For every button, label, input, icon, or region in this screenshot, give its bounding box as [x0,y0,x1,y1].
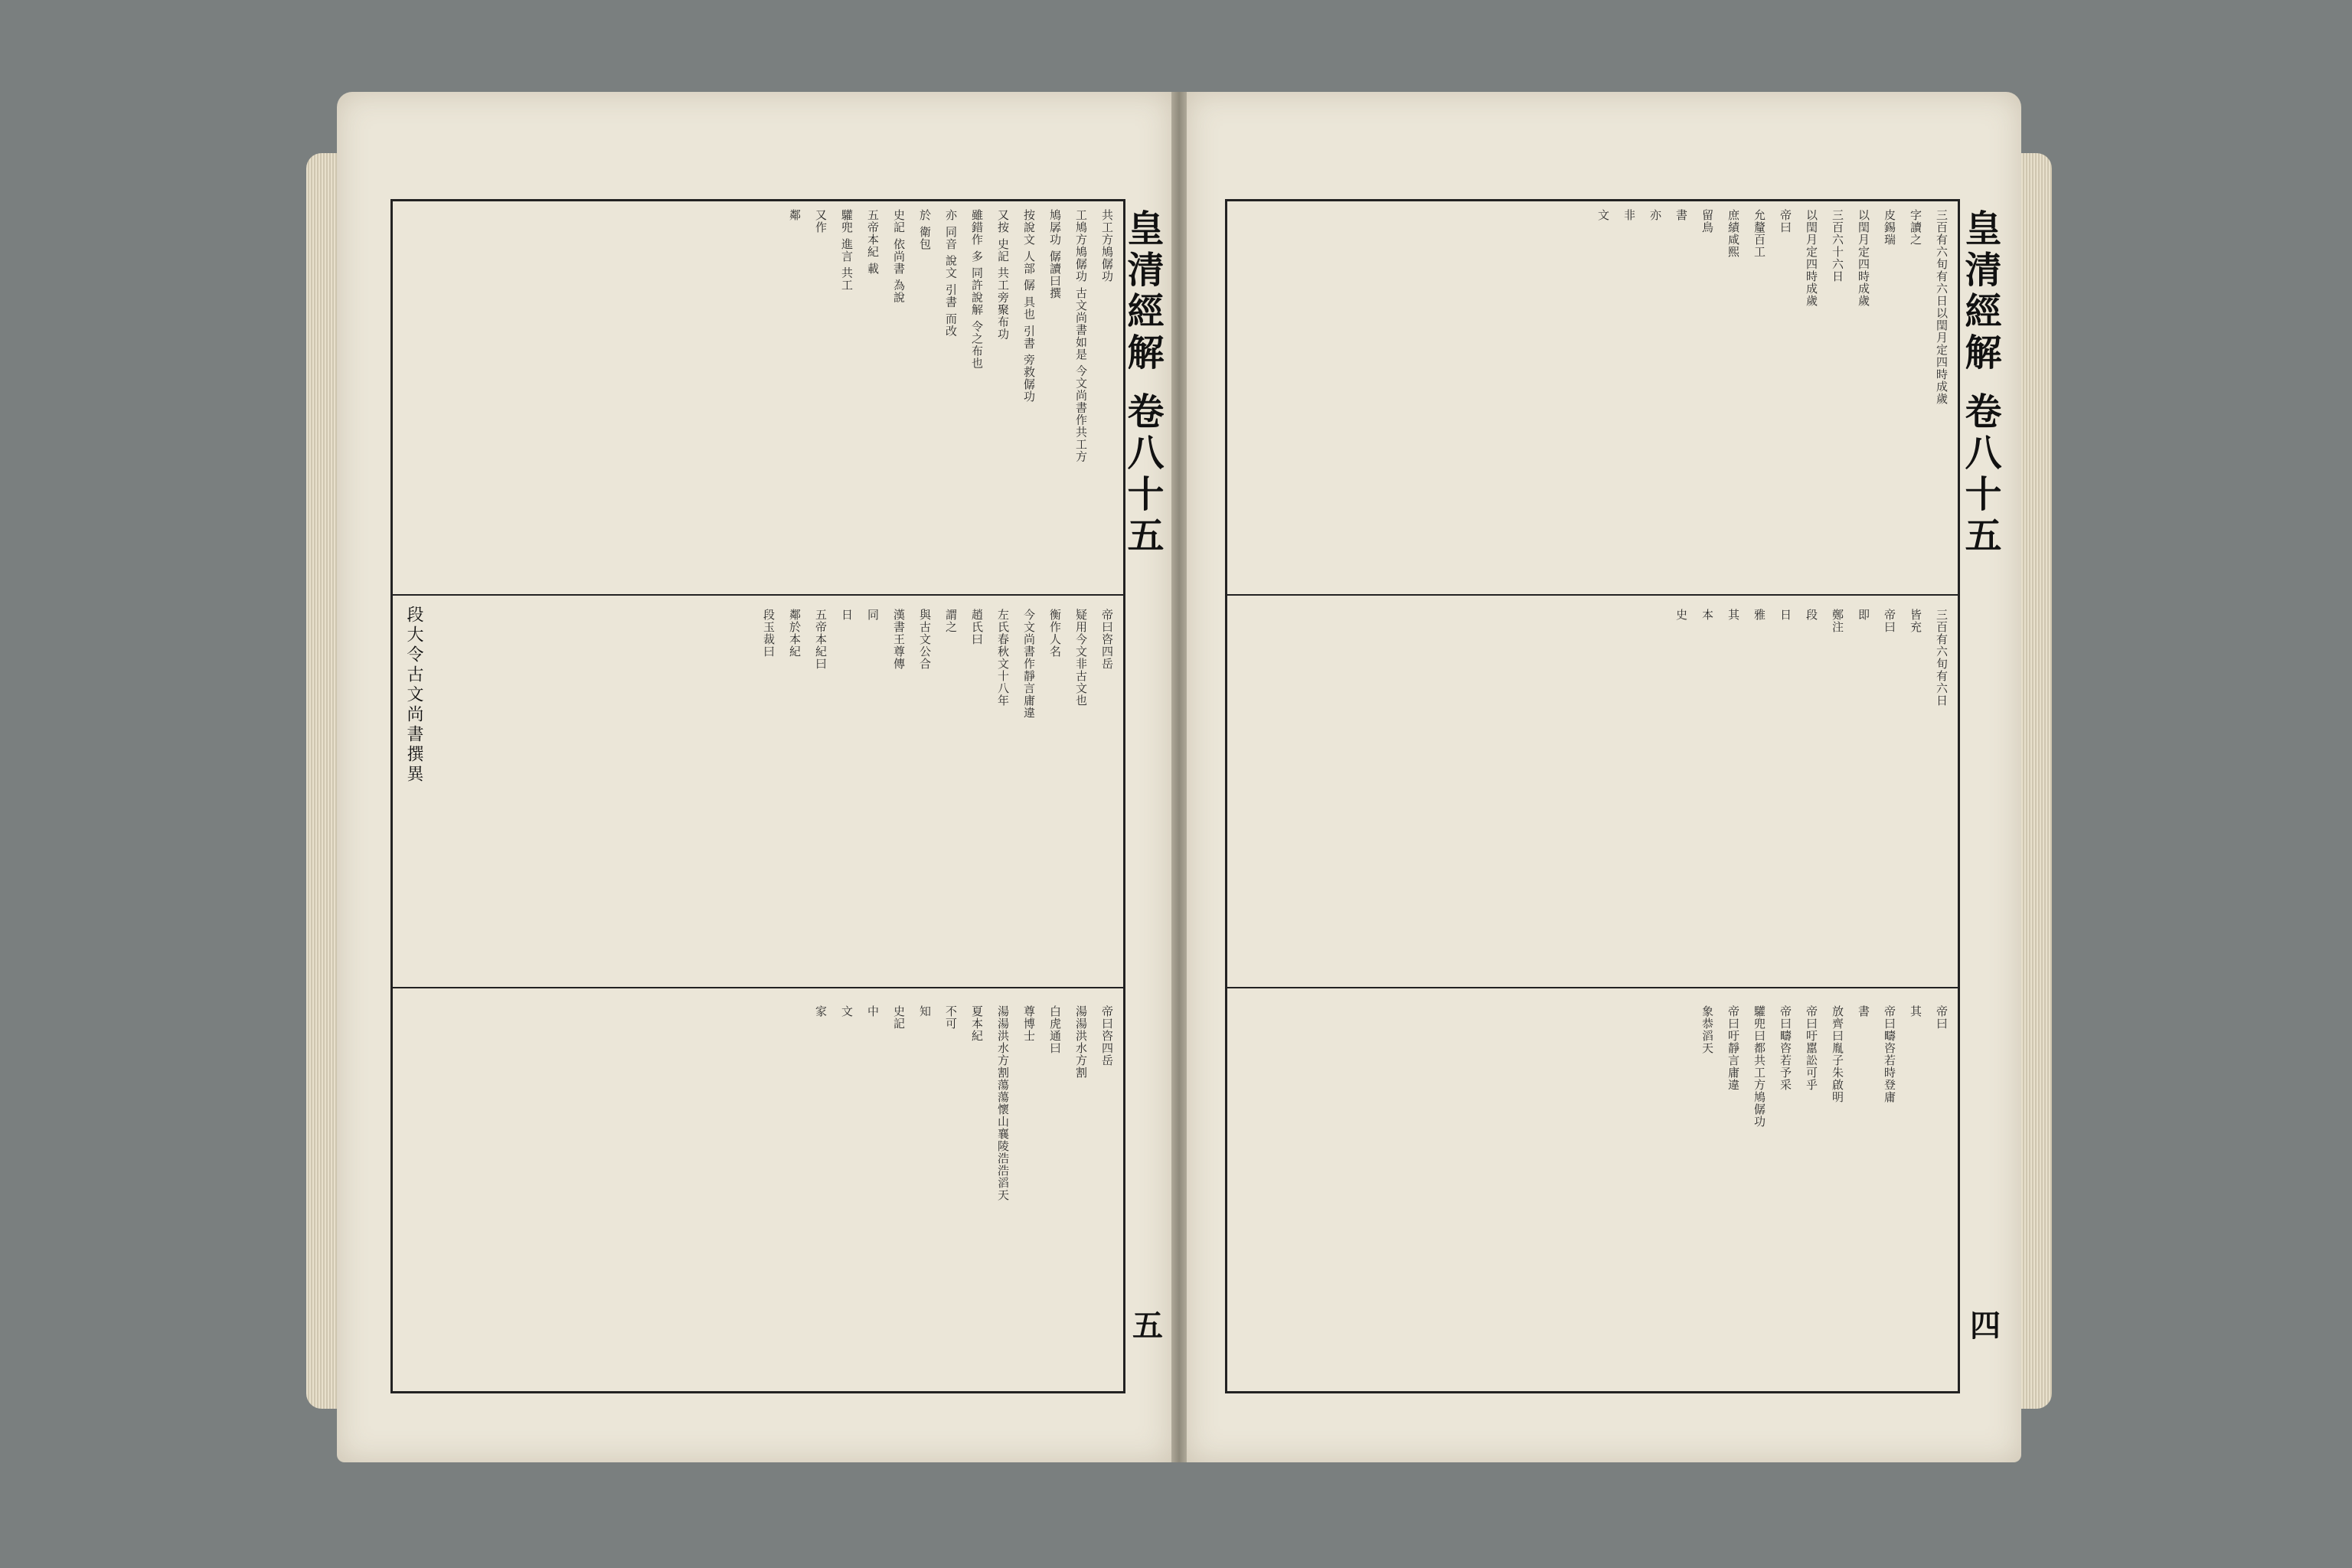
text-column: 雖錯作 多 同許說解 令之布也 [970,209,984,370]
text-column: 文 [840,1005,854,1018]
section-caption: 段大令古文尚書撰異 [404,606,423,786]
open-book [306,92,2052,1478]
text-column: 鄭注 [1831,609,1844,633]
text-column: 放齊曰胤子朱啟明 [1831,1005,1844,1103]
text-column: 三百有六旬有六日以閏月定四時成歲 [1935,209,1949,405]
text-column: 段玉裁曰 [762,609,776,658]
text-column: 謂之 [944,609,958,633]
band-divider [1227,594,1958,596]
text-column: 又按 史記 共工旁聚布功 [996,209,1010,341]
text-column: 夏本紀 [970,1005,984,1042]
text-column: 史記 [892,1005,906,1030]
text-column: 中 [866,1005,880,1018]
text-column: 即 [1857,609,1870,621]
running-title-left: 皇清經解 卷八十五 [1121,209,1164,557]
right-bottom-columns [1235,1005,1950,1373]
text-column: 不可 [944,1005,958,1030]
text-column: 亦 [1648,209,1662,221]
text-column: 衡作人名 [1048,609,1062,658]
left-text-frame [390,199,1164,1393]
text-column: 史記 依尚書 為說 [892,209,906,304]
text-column: 皆充 [1909,609,1922,633]
text-column: 湯湯洪水方割 [1074,1005,1088,1079]
right-top-columns [1235,209,1950,577]
right-middle-columns [1235,609,1950,976]
folio-right: 四 [1970,1308,2001,1344]
text-column: 其 [1909,1005,1922,1018]
text-column: 又作 [814,209,828,234]
text-column: 三百六十六日 [1831,209,1844,283]
text-column: 與古文公合 [918,609,932,670]
text-column: 湯湯洪水方割蕩蕩懷山襄陵浩浩滔天 [996,1005,1010,1201]
text-column: 同 [866,609,880,621]
text-column: 書 [1857,1005,1870,1018]
text-column: 於 衛包 [918,209,932,250]
text-column: 允釐百工 [1753,209,1766,258]
text-column: 帝曰咨四岳 [1100,1005,1114,1067]
text-column: 白虎通曰 [1048,1005,1062,1054]
text-column: 字讀之 [1909,209,1922,246]
text-column: 其 [1726,609,1740,621]
text-column: 按說文 人部 僝 具也 引書 旁救僝功 [1022,209,1036,403]
text-column: 五帝本紀 載 [866,209,880,275]
text-column: 庶績咸熙 [1726,209,1740,258]
text-column: 三百有六旬有六日 [1935,609,1949,707]
text-column: 史 [1674,609,1688,621]
text-column: 帝曰 [1935,1005,1949,1030]
text-column: 以閏月定四時成歲 [1857,209,1870,307]
band-divider [1227,987,1958,988]
text-column: 皮錫瑞 [1883,209,1896,246]
text-column: 本 [1700,609,1714,621]
text-column: 鄰 [788,209,802,221]
text-column: 日 [840,609,854,621]
text-column: 驩兜 進言 共工 [840,209,854,292]
text-column: 帝曰 [1779,209,1792,234]
text-column: 帝曰疇咨若時登庸 [1883,1005,1896,1103]
text-column: 共工方鳩僝功 [1100,209,1114,283]
text-column: 帝曰吁靜言庸違 [1726,1005,1740,1091]
running-title-right: 皇清經解 卷八十五 [1958,209,2001,557]
text-column: 書 [1674,209,1688,221]
left-page [337,92,1171,1462]
text-column: 鄰於本紀 [788,609,802,658]
text-column: 工鳩方鳩僝功 古文尚書如是 今文尚書作共工方 [1074,209,1088,463]
text-column: 帝曰咨四岳 [1100,609,1114,670]
text-column: 鳩孱功 僝讀曰撰 [1048,209,1062,299]
left-bottom-columns [431,1005,1116,1373]
text-column: 家 [814,1005,828,1018]
left-middle-columns [431,609,1116,976]
text-column: 非 [1622,209,1636,221]
band-divider [393,987,1123,988]
text-column: 左氏春秋文十八年 [996,609,1010,707]
text-column: 帝曰 [1883,609,1896,633]
text-column: 今文尚書作靜言庸違 [1022,609,1036,719]
text-column: 段 [1805,609,1818,621]
text-column: 文 [1596,209,1610,221]
text-column: 疑用今文非古文也 [1074,609,1088,707]
text-column: 趙氏曰 [970,609,984,645]
text-column: 帝曰疇咨若予采 [1779,1005,1792,1091]
text-column: 以閏月定四時成歲 [1805,209,1818,307]
band-divider [393,594,1123,596]
folio-left: 五 [1132,1308,1163,1344]
text-column: 漢書王尊傳 [892,609,906,670]
text-column: 日 [1779,609,1792,621]
text-column: 亦 同音 說文 引書 而改 [944,209,958,338]
text-column: 象恭滔天 [1700,1005,1714,1054]
text-column: 五帝本紀曰 [814,609,828,670]
text-column: 留鳥 [1700,209,1714,234]
left-top-columns [431,209,1116,577]
text-column: 帝曰吁嚚訟可乎 [1805,1005,1818,1091]
text-column: 雅 [1753,609,1766,621]
text-column: 驩兜曰都共工方鳩僝功 [1753,1005,1766,1128]
right-text-frame [1225,199,2001,1393]
text-column: 尊博士 [1022,1005,1036,1042]
right-page [1187,92,2021,1462]
text-column: 知 [918,1005,932,1018]
